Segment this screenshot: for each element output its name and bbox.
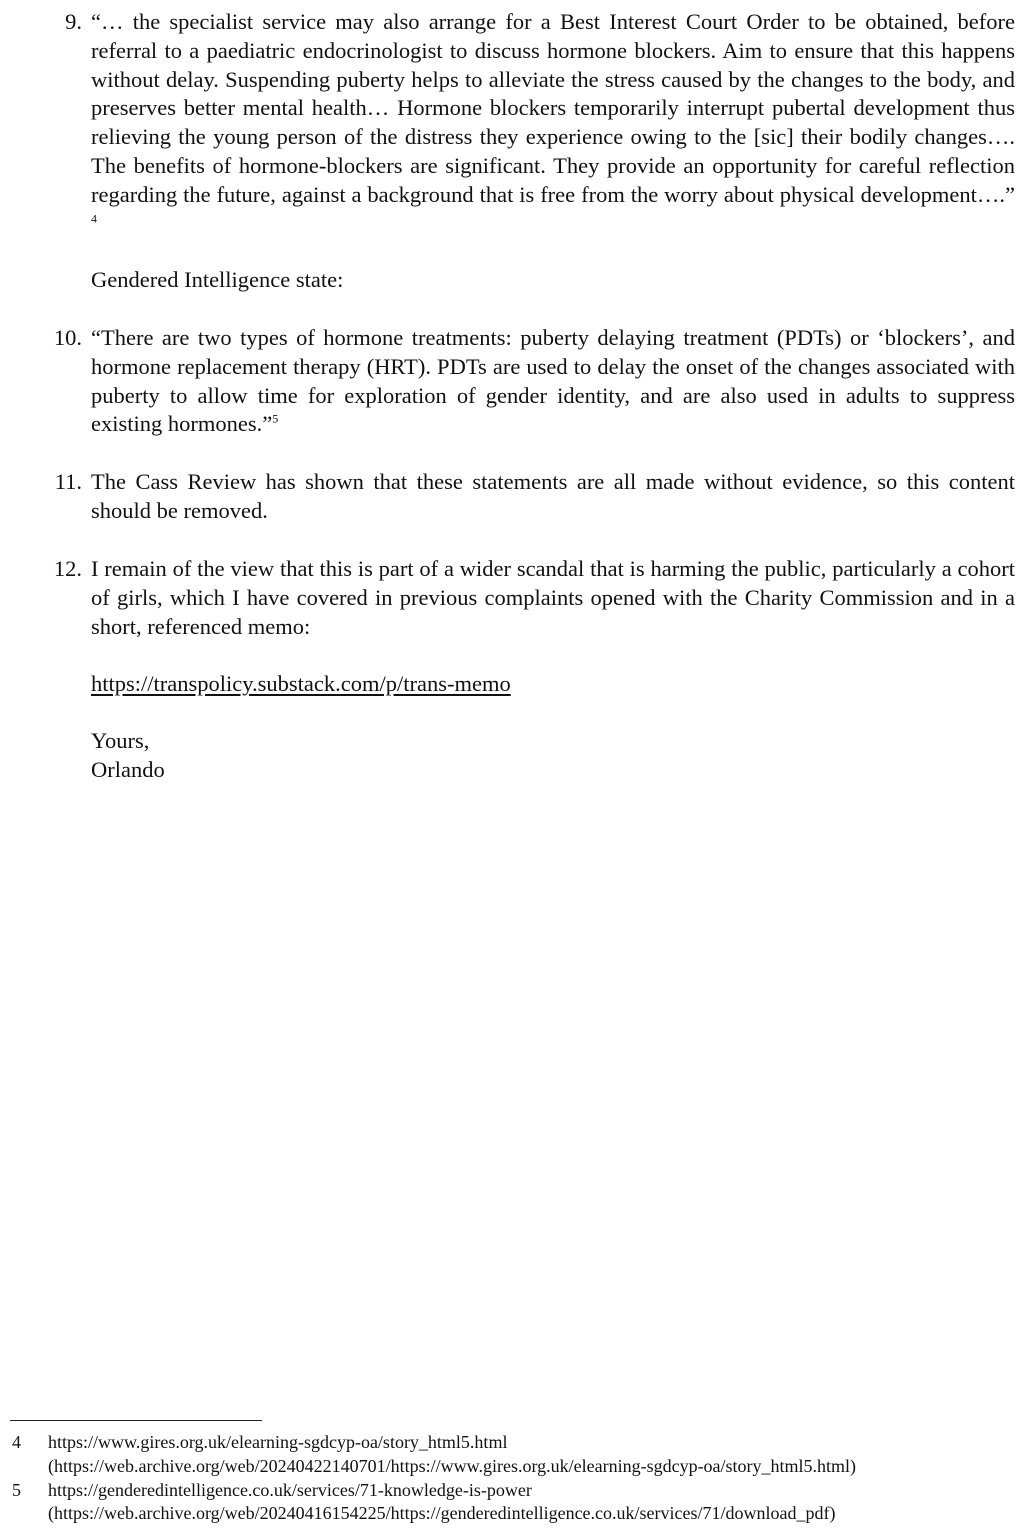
footnote-archive-url[interactable]: (https://web.archive.org/web/20240422140701/https://www.gires.org.uk/elearning-sgdcyp-oa/story_html5.html) [48, 1456, 857, 1476]
footnote-ref-5[interactable]: 5 [272, 411, 279, 426]
footnote-archive-url[interactable]: (https://web.archive.org/web/20240416154225/https://genderedintelligence.co.uk/services/71/download_pdf) [48, 1503, 836, 1523]
item-text: The Cass Review has shown that these statements are all made without evidence, so this content should be removed. [91, 469, 1015, 523]
footnote-number: 4 [12, 1432, 21, 1452]
signoff-name: Orlando [91, 757, 165, 782]
footnote-url[interactable]: https://www.gires.org.uk/elearning-sgdcyp-oa/story_html5.html [48, 1432, 508, 1452]
footnote-number: 5 [12, 1480, 21, 1500]
signoff-closing: Yours, [91, 728, 150, 753]
item-number: 11. [54, 469, 82, 494]
footnote-ref-4[interactable]: 4 [91, 211, 97, 226]
quote-text-10: “There are two types of hormone treatments: puberty delaying treatment (PDTs) or ‘blockers’, and hormone replacement therapy (HRT). PDTs are used to delay the onset of the changes associated with puberty to allow time for exploration of gender identity, and are also used in adults to suppress existing hormones.” [91, 325, 1015, 437]
quote-text-9: “… the specialist service may also arrange for a Best Interest Court Order to be obtained, before referral to a paediatric endocrinologist to discuss hormone blockers. Aim to ensure that this happens without delay. Suspending puberty helps to alleviate the stress caused by the changes to the body, and preserves better mental health… Hormone blockers temporarily interrupt pubertal development thus relieving the young person of the distress they experience owing to the [sic] their bodily changes…. The benefits of hormone-blockers are significant. They provide an opportunity for careful reflection regarding the future, against a background that is free from the worry about physical development….” [91, 9, 1015, 207]
item-number: 9. [65, 9, 82, 34]
item-text [91, 324, 1015, 439]
memo-link[interactable]: https://transpolicy.substack.com/p/trans-memo [91, 671, 511, 696]
footnote-url[interactable]: https://genderedintelligence.co.uk/services/71-knowledge-is-power [48, 1480, 532, 1500]
item-text: I remain of the view that this is part of a wider scandal that is harming the public, particularly a cohort of girls, which I have covered in previous complaints opened with the Charity Commission and in a short, referenced memo: [91, 556, 1015, 639]
gendered-intelligence-intro: Gendered Intelligence state: [91, 267, 344, 292]
item-number: 10. [53, 325, 82, 350]
item-number: 12. [53, 556, 82, 581]
item-text [91, 8, 1015, 238]
footnote-separator [10, 1420, 262, 1421]
